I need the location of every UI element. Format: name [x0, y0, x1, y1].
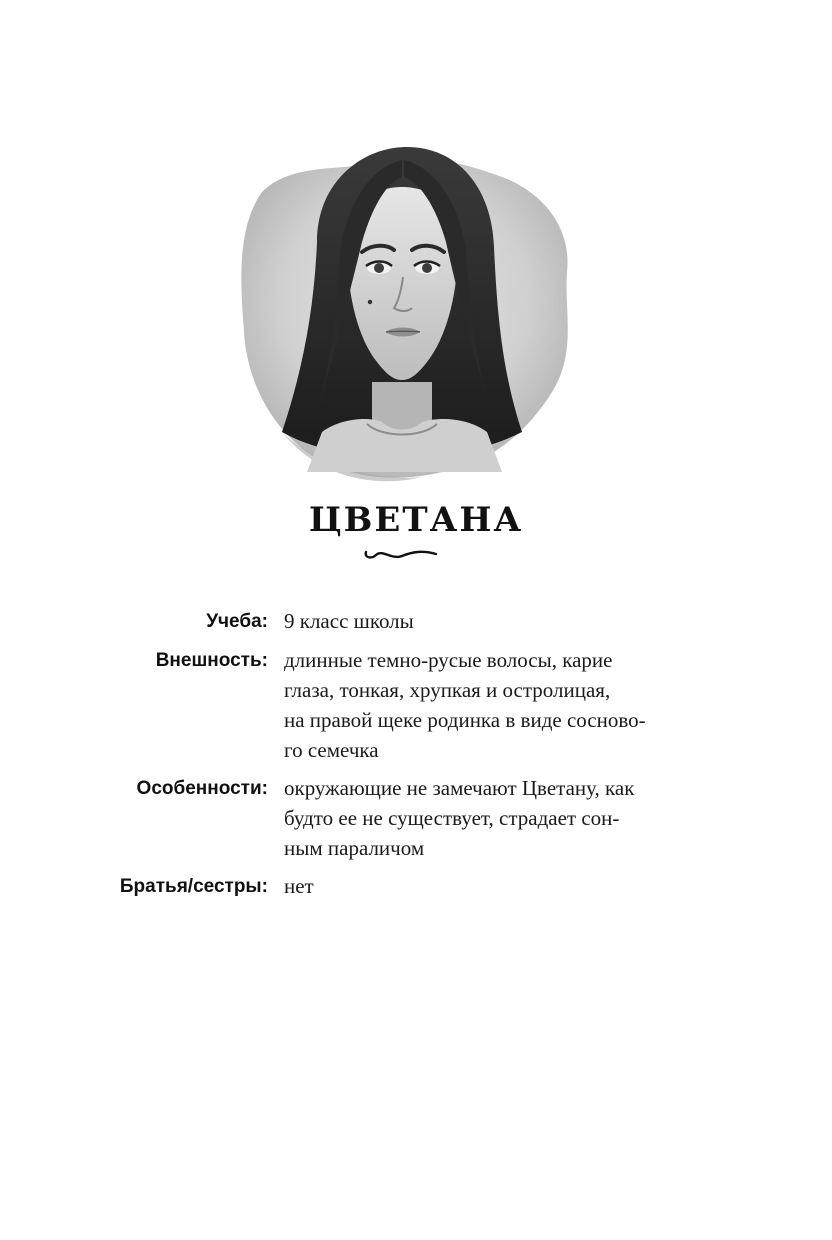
profile-value-line: окружающие не замечают Цветану, как — [284, 776, 635, 800]
character-profile — [0, 606, 832, 910]
profile-value-siblings — [284, 871, 714, 901]
profile-label-study: Учеба: — [206, 611, 268, 632]
profile-row-appearance — [0, 645, 832, 765]
portrait-illustration — [222, 132, 582, 492]
profile-label-features: Особенности: — [136, 778, 268, 799]
profile-label-siblings: Братья/сестры: — [119, 876, 268, 897]
character-name: ЦВЕТАНА — [308, 500, 524, 540]
profile-value-line: ным параличом — [284, 836, 425, 860]
profile-value-line: 9 класс школы — [284, 609, 414, 633]
profile-value-line: на правой щеке родинка в виде сосново- — [284, 708, 646, 732]
profile-value-study — [284, 606, 714, 636]
profile-value-line: будто ее не существует, страдает сон- — [284, 806, 620, 830]
profile-value-appearance — [284, 645, 714, 765]
profile-row-study — [0, 606, 832, 637]
profile-value-line: глаза, тонкая, хрупкая и остролицая, — [284, 678, 611, 702]
profile-label-appearance: Внешность: — [155, 650, 268, 671]
profile-value-line: длинные темно-русые волосы, карие — [284, 648, 613, 672]
profile-value-line: го семечка — [284, 738, 379, 762]
flourish-divider-icon — [362, 546, 440, 562]
profile-value-line: нет — [284, 874, 314, 898]
girl-portrait-icon — [222, 132, 582, 492]
profile-value-features — [284, 773, 714, 863]
profile-row-siblings — [0, 871, 832, 902]
profile-row-features — [0, 773, 832, 863]
